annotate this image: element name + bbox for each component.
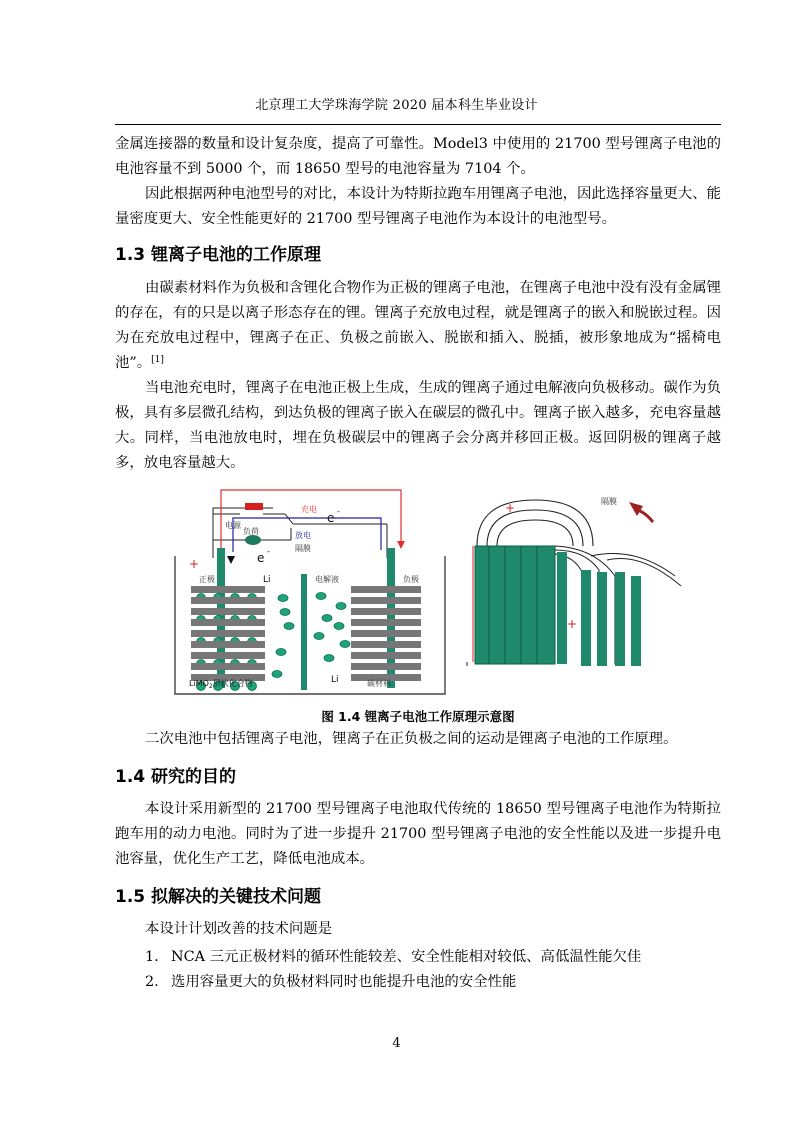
negative-plate [351, 641, 421, 648]
lithium-ion [276, 649, 286, 656]
paragraph [115, 276, 721, 376]
positive-label: 正极 [199, 575, 215, 584]
list-item [115, 970, 721, 995]
lithium-ion [278, 595, 288, 602]
electrode-sheet [631, 576, 641, 666]
limo2-label: LiMO$_2$层状化合物 [189, 679, 253, 690]
electrode-sheet [557, 552, 567, 664]
figure-caption: 图 1.4 锂离子电池工作原理示意图 [321, 709, 515, 724]
positive-plate [191, 652, 265, 659]
page-header: 北京理工大学珠海学院 2020 届本科生毕业设计 [255, 98, 538, 113]
header-rule [115, 124, 721, 125]
lithium-ion [314, 633, 324, 640]
section-heading-1-3: 1.3 锂离子电池的工作原理 [115, 245, 322, 265]
list-item [115, 945, 721, 970]
issue-list [115, 945, 721, 995]
electrode-sheet [597, 572, 607, 666]
lithium-ion [334, 623, 344, 630]
positive-plate [191, 619, 265, 626]
electron-label: e [257, 551, 265, 565]
paragraph: 二次电池中包括锂离子电池，锂离子在正负极之间的运动是锂离子电池的工作原理。 [145, 731, 678, 747]
negative-plate [351, 586, 421, 593]
negative-plate [351, 652, 421, 659]
lithium-ion [272, 671, 282, 678]
negative-label: 负极 [403, 575, 419, 584]
lithium-ion [284, 623, 294, 630]
positive-plates [191, 586, 265, 691]
load-label: 负荷 [243, 527, 259, 536]
lithium-ion [324, 655, 334, 662]
paragraph: 当电池充电时，锂离子在电池正极上生成，生成的锂离子通过电解液向负极移动。碳作为负极，具有多层微孔结构，到达负极的锂离子嵌入在碳层的微孔中。锂离子嵌入越多，充电容量越大。同样，当电池放电时，埋在负极碳层中的锂离子会分离并移回正极。返回阴极的锂离子越多，放电容量越大。 [115, 380, 721, 471]
separator2-label: 隔膜 [601, 497, 617, 506]
separator-label: 隔膜 [295, 544, 311, 553]
list-text: 选用容量更大的负极材料同时也能提升电池的安全性能 [171, 974, 517, 990]
figure-1-4 [115, 486, 721, 704]
lithium-ion [340, 641, 350, 648]
paragraph: 因此根据两种电池型号的对比，本设计为特斯拉跑车用锂离子电池，因此选择容量更大、能量密度更大、安全性能更好的 21700 型号锂离子电池作为本设计的电池型号。 [115, 186, 721, 227]
page-content [115, 132, 721, 995]
section-heading-1-4: 1.4 研究的目的 [115, 767, 237, 787]
electrode-roll-core [475, 546, 555, 664]
list-number: 2. [145, 974, 159, 990]
list-number: 1. [145, 949, 159, 965]
negative-plate [351, 630, 421, 637]
paragraph: 本设计计划改善的技术问题是 [145, 921, 333, 937]
negative-plate [351, 619, 421, 626]
positive-plate [191, 597, 265, 604]
carbon-label: 碳材料 [367, 679, 391, 688]
lithium-ion [322, 615, 332, 622]
electrode-sheet [615, 572, 625, 666]
load [245, 535, 261, 545]
circuit-wire [263, 514, 293, 524]
separator [301, 574, 307, 690]
electron-label: e [327, 511, 335, 525]
paragraph: 本设计采用新型的 21700 型号锂离子电池取代传统的 18650 型号锂离子电池作为特斯拉跑车用的动力电池。同时为了进一步提升 21700 型号锂离子电池的安全性能以及进一步提升电池容量，优化生产工艺，降低电池成本。 [115, 801, 721, 867]
power-source [245, 503, 263, 510]
paragraph: 金属连接器的数量和设计复杂度，提高了可靠性。Model3 中使用的 21700 型号锂离子电池的电池容量不到 5000 个，而 18650 型号的电池容量为 7104 个。 [115, 136, 721, 177]
citation: [1] [151, 355, 164, 365]
li-ion-label: Li [331, 675, 339, 685]
lithium-ion [280, 609, 290, 616]
plus-sign: + [505, 501, 516, 515]
section-heading-1-5: 1.5 拟解决的关键技术问题 [115, 887, 322, 907]
negative-plate [351, 663, 421, 670]
electrolyte-label: 电解液 [315, 575, 339, 584]
li-ion-label: Li [263, 575, 271, 585]
svg-text:-: - [337, 507, 340, 516]
plus-sign: + [567, 617, 578, 631]
cylindrical-cell [467, 496, 681, 666]
lithium-ion [316, 593, 326, 600]
paragraph-text: 由碳素材料作为负极和含锂化合物作为正极的锂离子电池，在锂离子电池中没有没有金属锂的存在，有的只是以离子形态存在的锂。锂离子充放电过程，就是锂离子的嵌入和脱嵌过程。因为在充放电过程中，锂离子在正、负极之前嵌入、脱嵌和插入、脱插，被形象地成为“摇椅电池”。 [115, 280, 721, 371]
negative-plate [351, 608, 421, 615]
battery-principle-diagram [115, 486, 721, 704]
plus-sign: + [189, 557, 200, 571]
discharge-label: 放电 [295, 531, 311, 540]
svg-text:-: - [267, 547, 270, 556]
negative-plate [351, 597, 421, 604]
electrode-sheet [581, 570, 591, 666]
list-text: NCA 三元正极材料的循环性能较差、安全性能相对较低、高低温性能欠佳 [171, 949, 642, 965]
charge-label: 充电 [301, 505, 317, 514]
positive-plate [191, 630, 265, 637]
positive-plate [191, 663, 265, 670]
negative-plates [351, 586, 421, 681]
positive-plate [191, 608, 265, 615]
lithium-ion [336, 603, 346, 610]
positive-plate [191, 586, 265, 593]
page-number: 4 [392, 1036, 401, 1051]
power-label: 电源 [225, 521, 241, 530]
free-ions [272, 593, 350, 678]
positive-plate [191, 641, 265, 648]
